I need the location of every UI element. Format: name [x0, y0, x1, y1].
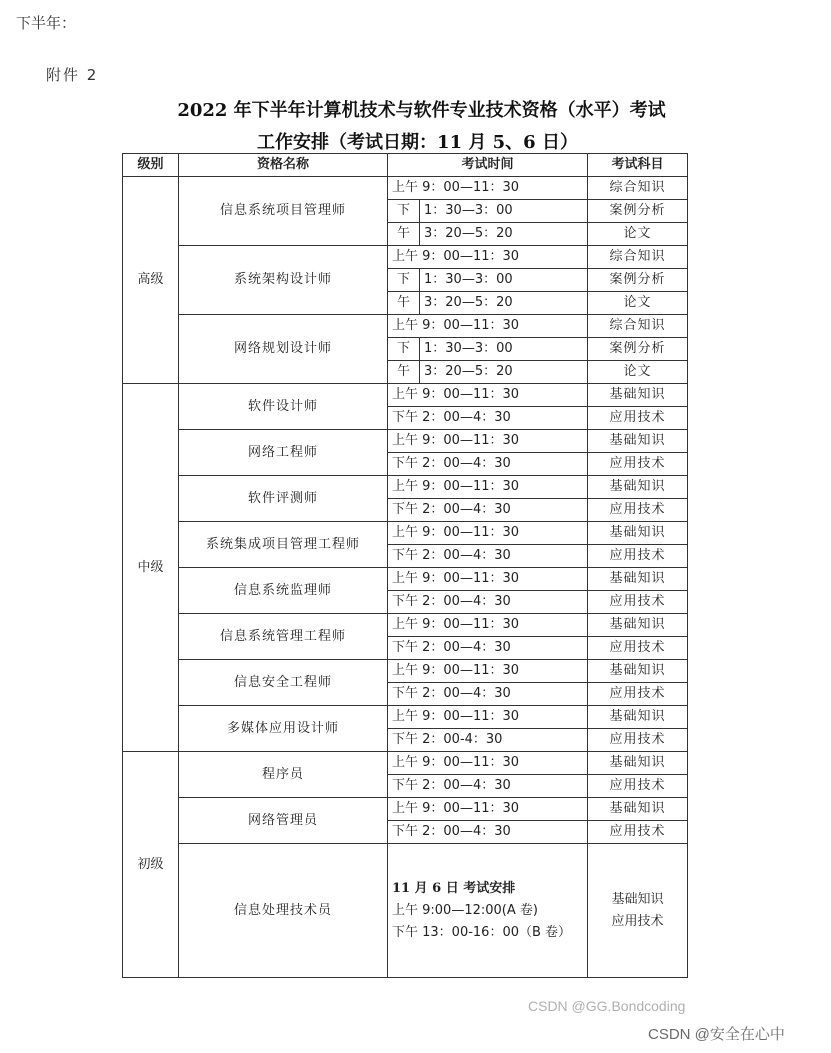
- qualification-name: 网络规划设计师: [179, 315, 388, 384]
- watermark-outer: CSDN @安全在心中: [648, 1026, 785, 1043]
- qualification-name: 软件设计师: [179, 384, 388, 430]
- exam-time: 下午 2：00—4：30: [388, 453, 588, 476]
- table-header-row: [123, 154, 688, 177]
- qualification-name: 信息系统管理工程师: [179, 614, 388, 660]
- table-row: [123, 568, 688, 591]
- exam-subject: 应用技术: [588, 591, 688, 614]
- exam-subject: 论文: [588, 292, 688, 315]
- header-qualification: 资格名称: [179, 154, 388, 177]
- qualification-name: 信息处理技术员: [179, 844, 388, 978]
- afternoon-label: 下: [388, 269, 420, 292]
- level-senior: 高级: [123, 177, 179, 384]
- exam-subject: 应用技术: [588, 821, 688, 844]
- exam-subject: 综合知识: [588, 315, 688, 338]
- page-heading: 下半年：: [16, 14, 77, 32]
- exam-subject: 基础知识: [588, 660, 688, 683]
- exam-time: 上午 9：00—11：30: [388, 706, 588, 729]
- exam-subject: 基础知识: [588, 430, 688, 453]
- table-row: [123, 246, 688, 269]
- exam-time: 1：30—3：00: [420, 338, 588, 361]
- qualification-name: 程序员: [179, 752, 388, 798]
- table-row: [123, 660, 688, 683]
- exam-time: 下午 2：00—4：30: [388, 683, 588, 706]
- exam-time: 1：30—3：00: [420, 200, 588, 223]
- afternoon-label: 午: [388, 361, 420, 384]
- table-row: [123, 844, 688, 978]
- header-level: 级别: [123, 154, 179, 177]
- exam-subject: 案例分析: [588, 269, 688, 292]
- table-row: [123, 614, 688, 637]
- level-junior: 初级: [123, 752, 179, 978]
- watermark-inner: CSDN @GG.Bondcoding: [528, 998, 686, 1014]
- exam-time: 下午 2：00—4：30: [388, 499, 588, 522]
- exam-subject: 应用技术: [588, 775, 688, 798]
- table-row: [123, 798, 688, 821]
- document-title: 2022 年下半年计算机技术与软件专业技术资格（水平）考试: [177, 100, 666, 121]
- exam-subject: 基础知识: [588, 384, 688, 407]
- exam-subject: 基础知识: [588, 614, 688, 637]
- table-row: [123, 476, 688, 499]
- exam-time: 下午 2：00—4：30: [388, 637, 588, 660]
- table-row: [123, 315, 688, 338]
- exam-subject: 应用技术: [588, 545, 688, 568]
- afternoon-label: 下: [388, 200, 420, 223]
- exam-time: 3：20—5：20: [420, 292, 588, 315]
- exam-time: 3：20—5：20: [420, 223, 588, 246]
- exam-subject: 案例分析: [588, 338, 688, 361]
- exam-time: 上午 9：00—11：30: [388, 522, 588, 545]
- exam-subject: 综合知识: [588, 177, 688, 200]
- exam-time: 下午 2：00—4：30: [388, 821, 588, 844]
- exam-schedule-table: [122, 153, 688, 978]
- header-exam-time: 考试时间: [388, 154, 588, 177]
- qualification-name: 多媒体应用设计师: [179, 706, 388, 752]
- attachment-label: 附件 2: [46, 66, 99, 84]
- exam-subject: 应用技术: [588, 729, 688, 752]
- exam-subject: 应用技术: [588, 683, 688, 706]
- exam-time: 上午 9：00—11：30: [388, 660, 588, 683]
- table-row: [123, 752, 688, 775]
- exam-subject: 综合知识: [588, 246, 688, 269]
- header-exam-subject: 考试科目: [588, 154, 688, 177]
- exam-subject: 论文: [588, 223, 688, 246]
- note-morning: 上午 9:00—12:00(A 卷): [392, 902, 538, 918]
- qualification-name: 系统集成项目管理工程师: [179, 522, 388, 568]
- note-afternoon: 下午 13：00-16：00（B 卷）: [392, 924, 572, 940]
- exam-subject: 基础知识: [588, 706, 688, 729]
- table-row: [123, 430, 688, 453]
- qualification-name: 软件评测师: [179, 476, 388, 522]
- exam-time: 上午 9：00—11：30: [388, 384, 588, 407]
- exam-time: 下午 2：00—4：30: [388, 545, 588, 568]
- table-row: [123, 384, 688, 407]
- note-title: 11 月 6 日 考试安排: [392, 880, 516, 896]
- special-exam-subjects: [588, 844, 688, 978]
- exam-time: 上午 9：00—11：30: [388, 568, 588, 591]
- exam-subject: 案例分析: [588, 200, 688, 223]
- exam-time: 上午 9：00—11：30: [388, 752, 588, 775]
- exam-time: 上午 9：00—11：30: [388, 798, 588, 821]
- exam-subject: 应用技术: [588, 499, 688, 522]
- afternoon-label: 午: [388, 292, 420, 315]
- afternoon-label: 下: [388, 338, 420, 361]
- qualification-name: 信息系统项目管理师: [179, 177, 388, 246]
- table-row: [123, 522, 688, 545]
- exam-time: 下午 2：00—4：30: [388, 591, 588, 614]
- exam-subject: 基础知识: [611, 891, 664, 907]
- qualification-name: 信息系统监理师: [179, 568, 388, 614]
- exam-time: 上午 9：00—11：30: [388, 246, 588, 269]
- exam-time: 上午 9：00—11：30: [388, 315, 588, 338]
- document-subtitle: 工作安排（考试日期：11 月 5、6 日）: [257, 132, 578, 153]
- exam-subject: 应用技术: [588, 637, 688, 660]
- exam-subject: 基础知识: [588, 476, 688, 499]
- qualification-name: 信息安全工程师: [179, 660, 388, 706]
- qualification-name: 网络工程师: [179, 430, 388, 476]
- afternoon-label: 午: [388, 223, 420, 246]
- exam-time: 下午 2：00—4：30: [388, 775, 588, 798]
- exam-subject: 论文: [588, 361, 688, 384]
- exam-subject: 基础知识: [588, 752, 688, 775]
- exam-subject: 应用技术: [588, 453, 688, 476]
- exam-time: 上午 9：00—11：30: [388, 430, 588, 453]
- special-exam-note: [388, 844, 588, 978]
- exam-subject: 基础知识: [588, 798, 688, 821]
- exam-subject: 基础知识: [588, 522, 688, 545]
- exam-time: 下午 2：00-4：30: [388, 729, 588, 752]
- table-row: [123, 706, 688, 729]
- exam-subject: 基础知识: [588, 568, 688, 591]
- table-row: [123, 177, 688, 200]
- exam-time: 3：20—5：20: [420, 361, 588, 384]
- exam-subject: 应用技术: [611, 913, 664, 929]
- exam-time: 1：30—3：00: [420, 269, 588, 292]
- exam-time: 上午 9：00—11：30: [388, 614, 588, 637]
- exam-time: 下午 2：00—4：30: [388, 407, 588, 430]
- exam-time: 上午 9：00—11：30: [388, 476, 588, 499]
- qualification-name: 网络管理员: [179, 798, 388, 844]
- qualification-name: 系统架构设计师: [179, 246, 388, 315]
- exam-subject: 应用技术: [588, 407, 688, 430]
- exam-time: 上午 9：00—11：30: [388, 177, 588, 200]
- level-intermediate: 中级: [123, 384, 179, 752]
